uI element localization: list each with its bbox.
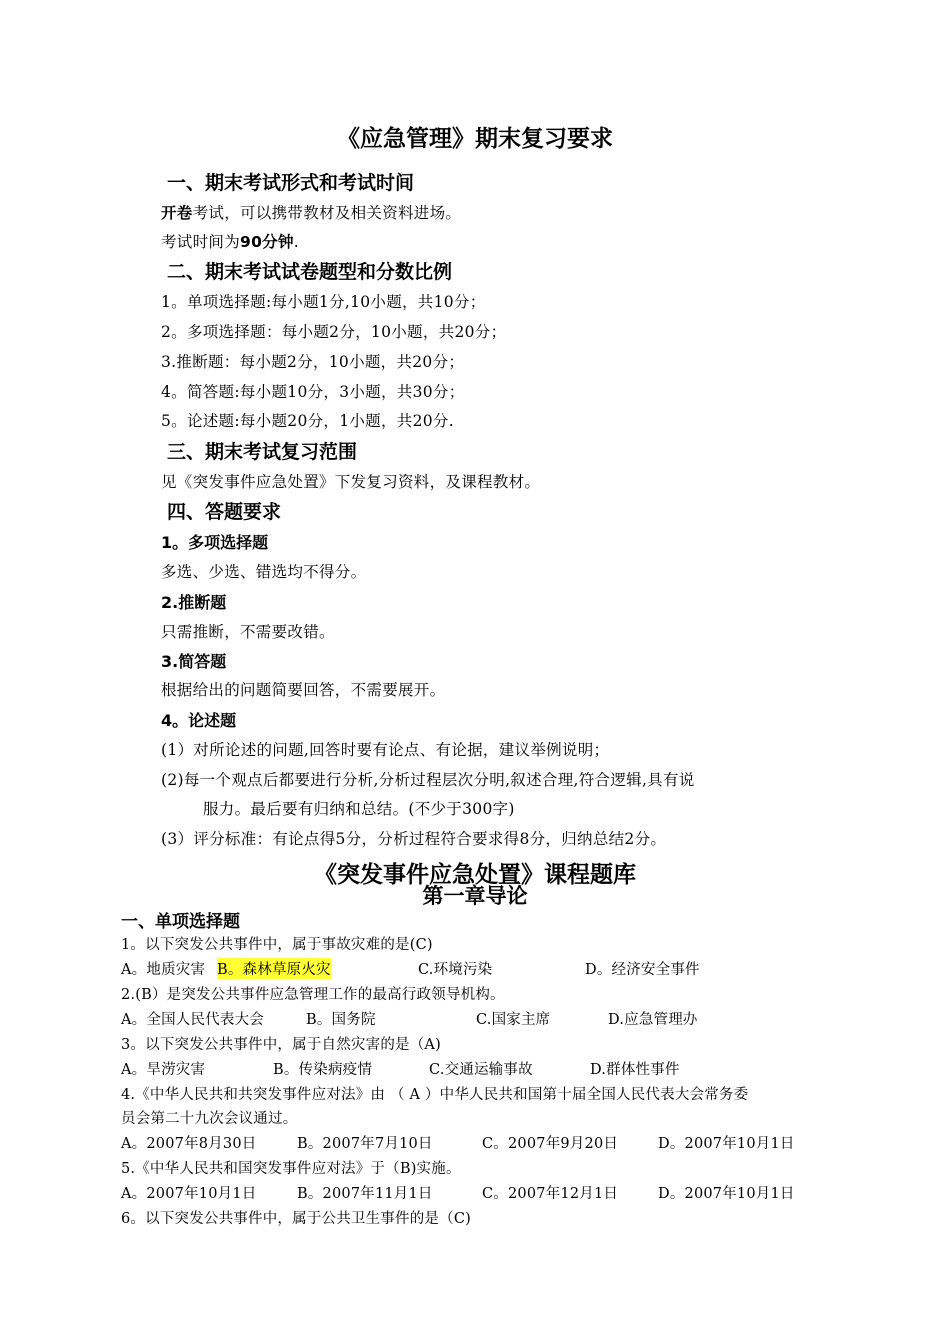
exam-format-line	[161, 201, 461, 223]
section-1-heading: 一、期末考试形式和考试时间	[167, 172, 415, 194]
question-options	[121, 1132, 841, 1152]
essay-requirement-line: (1）对所论述的问题,回答时要有论点、有论据，建议举例说明；	[161, 741, 610, 759]
answer-req-judge-text: 只需推断，不需要改错。	[161, 623, 335, 641]
answer-req-multi-text: 多选、少选、错选均不得分。	[161, 563, 367, 581]
essay-requirement-line: 服力。最后要有归纳和总结。(不少于300字)	[203, 800, 515, 818]
option-d: D.应急管理办	[608, 1012, 698, 1028]
option-d: D。经济安全事件	[585, 962, 700, 978]
question-stem: 5.《中华人民共和国突发事件应对法》于（B)实施。	[121, 1161, 461, 1177]
option-c: C.环境污染	[418, 962, 493, 978]
option-a: A。2007年8月30日	[121, 1136, 257, 1152]
single-choice-heading: 一、单项选择题	[121, 912, 240, 932]
exam-format-text: 考试，可以携带教材及相关资料进场。	[192, 204, 462, 222]
question-type-item: 2。多项选择题：每小题2分，10小题，共20分；	[161, 323, 507, 341]
option-c: C。2007年12月1日	[482, 1186, 619, 1202]
answer-req-short-text: 根据给出的问题简要回答，不需要展开。	[161, 681, 446, 699]
option-c: C.国家主席	[476, 1012, 551, 1028]
answer-req-judge-title: 2.推断题	[161, 593, 227, 612]
option-a: A。2007年10月1日	[121, 1186, 257, 1202]
option-d: D.群体性事件	[590, 1062, 680, 1078]
question-options	[121, 958, 841, 978]
review-scope-text: 见《突发事件应急处置》下发复习资料，及课程教材。	[161, 473, 541, 491]
exam-duration: 90分钟	[240, 233, 294, 251]
question-stem: 4.《中华人民共和共突发事件应对法》由 （ A ）中华人民共和国第十届全国人民代表大会常务委	[121, 1087, 749, 1103]
option-c: C。2007年9月20日	[482, 1136, 619, 1152]
question-bank-title: 《突发事件应急处置》课程题库	[314, 862, 636, 888]
open-book-label: 开卷	[161, 204, 193, 222]
option-d: D。2007年10月1日	[658, 1136, 795, 1152]
option-d: D。2007年10月1日	[658, 1186, 795, 1202]
exam-time-suffix: .	[293, 233, 300, 251]
question-options	[121, 1008, 841, 1028]
review-title: 《应急管理》期末复习要求	[337, 126, 613, 152]
question-stem: 2.(B）是突发公共事件应急管理工作的最高行政领导机构。	[121, 987, 505, 1003]
option-b: B。2007年7月10日	[297, 1136, 433, 1152]
essay-requirement-line: (2)每一个观点后都要进行分析,分析过程层次分明,叙述合理,符合逻辑,具有说	[161, 771, 695, 789]
question-type-item: 5。论述题:每小题20分，1小题，共20分.	[161, 412, 454, 430]
question-type-item: 1。单项选择题:每小题1分,10小题，共10分；	[161, 293, 486, 311]
question-type-item: 4。简答题:每小题10分，3小题，共30分；	[161, 383, 465, 401]
answer-req-essay-title: 4。论述题	[161, 711, 237, 730]
question-stem-continued: 员会第二十九次会议通过。	[121, 1111, 298, 1127]
exam-time-line	[161, 230, 299, 252]
section-3-heading: 三、期末考试复习范围	[167, 441, 358, 463]
section-2-heading: 二、期末考试试卷题型和分数比例	[167, 261, 453, 283]
chapter-title: 第一章导论	[422, 884, 528, 908]
option-b-highlighted: B。森林草原火灾	[217, 958, 331, 979]
option-a: A。地质灾害	[121, 962, 206, 978]
option-b: B。国务院	[306, 1012, 376, 1028]
option-b: B。传染病疫情	[273, 1062, 373, 1078]
answer-req-short-title: 3.简答题	[161, 652, 227, 671]
option-b: B。2007年11月1日	[297, 1186, 433, 1202]
option-a: A。全国人民代表大会	[121, 1012, 264, 1028]
question-options	[121, 1182, 841, 1202]
option-c: C.交通运输事故	[429, 1062, 533, 1078]
question-type-item: 3.推断题：每小题2分，10小题，共20分；	[161, 353, 465, 371]
question-stem: 6。以下突发公共事件中，属于公共卫生事件的是（C)	[121, 1211, 471, 1227]
option-a: A。旱涝灾害	[121, 1062, 206, 1078]
question-options	[121, 1058, 841, 1078]
section-4-heading: 四、答题要求	[167, 501, 282, 523]
question-stem: 3。以下突发公共事件中，属于自然灾害的是（A)	[121, 1037, 441, 1053]
essay-requirement-line: (3）评分标准：有论点得5分，分析过程符合要求得8分，归纳总结2分。	[161, 830, 667, 848]
question-stem: 1。以下突发公共事件中，属于事故灾难的是(C)	[121, 937, 433, 953]
exam-time-prefix: 考试时间为	[161, 233, 241, 251]
answer-req-multi-title: 1。多项选择题	[161, 533, 269, 552]
